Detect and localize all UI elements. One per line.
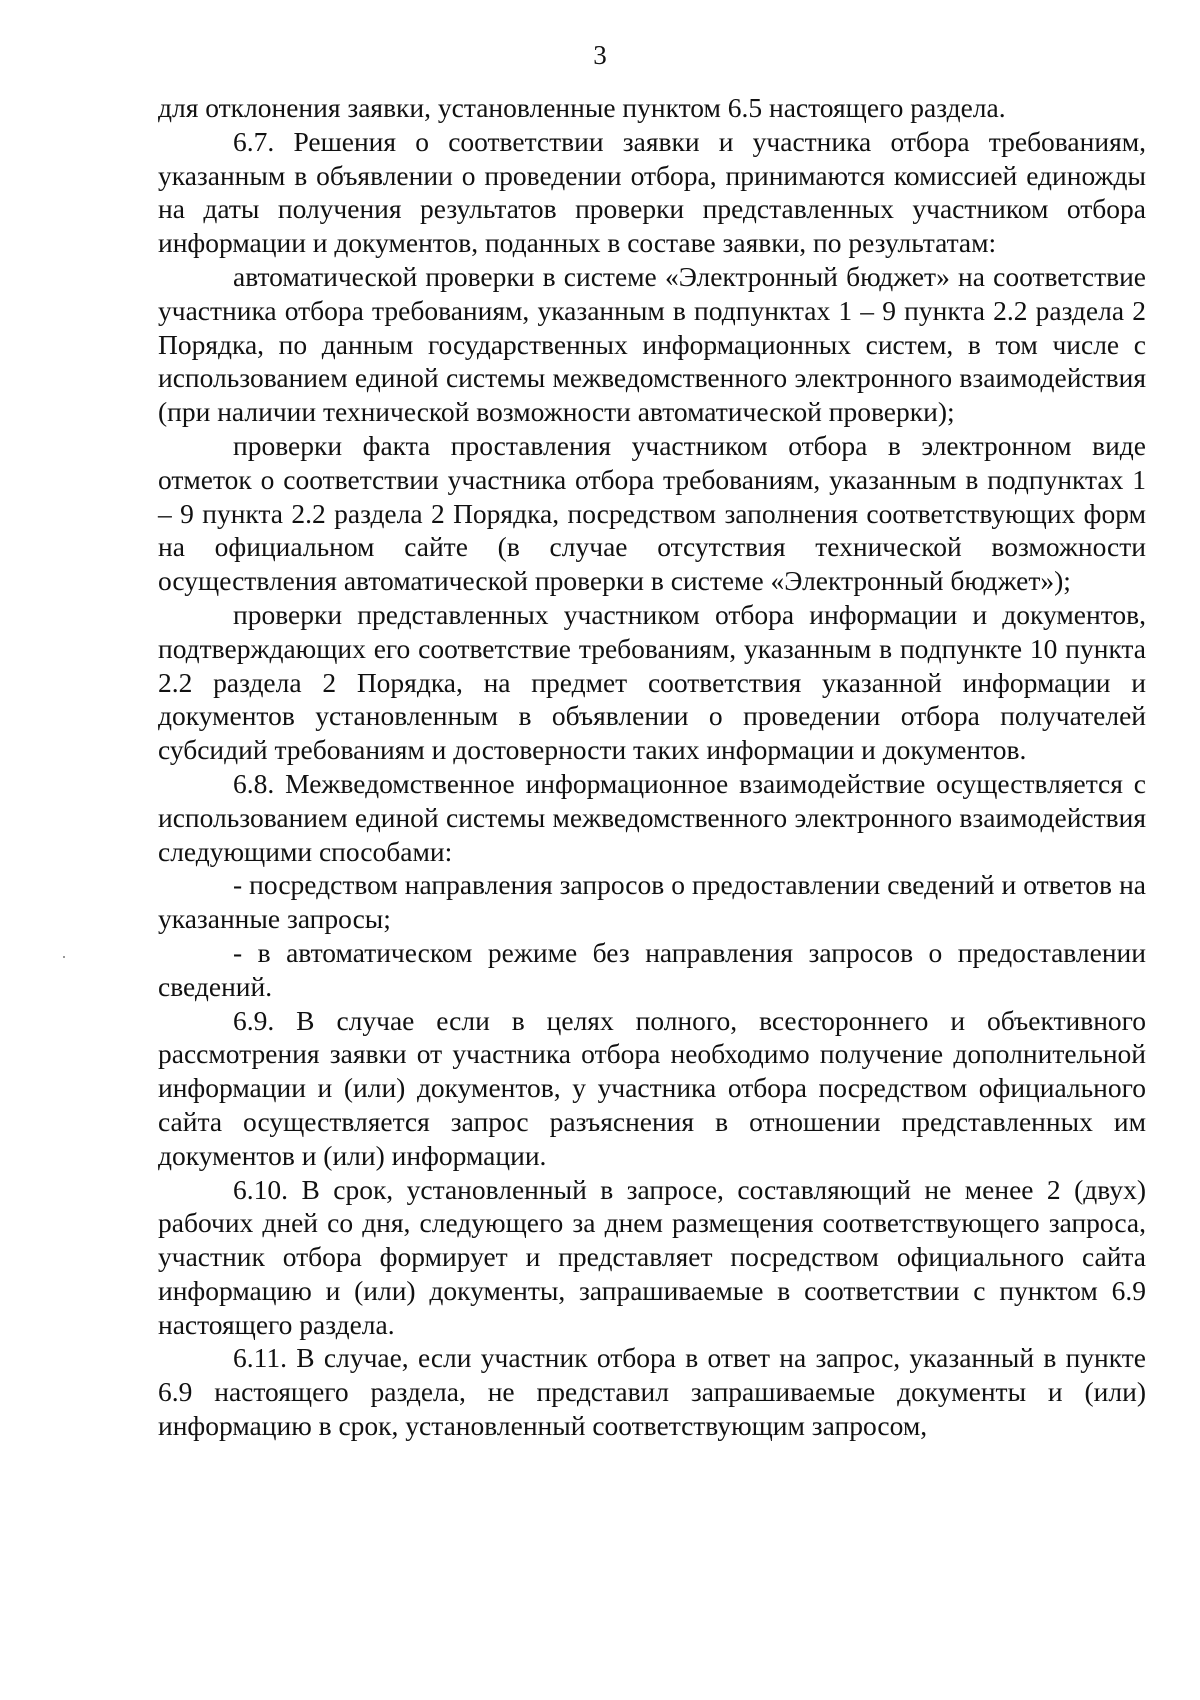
- paragraph-documents-check: проверки представленных участником отбора информации и документов, подтверждающих его соответствие требованиям, указанным в подпункте 10 пункта 2.2 раздела 2 Порядка, на предмет соответствия указанной информации и документов установленным в объявлении о проведении отбора получателей субсидий требованиям и достоверности таких информации и документов.: [158, 598, 1146, 766]
- list-item-automatic-mode: - в автоматическом режиме без направления запросов о предоставлении сведений.: [158, 936, 1146, 1002]
- paragraph-automatic-check: автоматической проверки в системе «Электронный бюджет» на соответствие участника отбора требованиям, указанным в подпунктах 1 – 9 пункта 2.2 раздела 2 Порядка, по данным государственных информационных систем, в том числе с использованием единой системы межведомственного электронного взаимодействия (при наличии технической возможности автоматической проверки);: [158, 260, 1146, 428]
- paragraph-6-7: 6.7. Решения о соответствии заявки и участника отбора требованиям, указанным в объявлении о проведении отбора, принимаются комиссией единожды на даты получения результатов проверки представленных участником отбора информации и документов, поданных в составе заявки, по результатам:: [158, 125, 1146, 259]
- paragraph-6-8: 6.8. Межведомственное информационное взаимодействие осуществляется с использованием единой системы межведомственного электронного взаимодействия следующими способами:: [158, 767, 1146, 867]
- paragraph-continuation: для отклонения заявки, установленные пунктом 6.5 настоящего раздела.: [158, 92, 1006, 123]
- paragraph-6-9: 6.9. В случае если в целях полного, всестороннего и объективного рассмотрения заявки от участника отбора необходимо получение дополнительной информации и (или) документов, у участника отбора посредством официального сайта осуществляется запрос разъяснения в отношении представленных им документов и (или) информации.: [158, 1004, 1146, 1171]
- paragraph-6-11: 6.11. В случае, если участник отбора в ответ на запрос, указанный в пункте 6.9 настоящего раздела, не представил запрашиваемые документы и (или) информацию в срок, установленный соответствующим запросом,: [158, 1342, 1146, 1442]
- list-item-requests: - посредством направления запросов о предоставлении сведений и ответов на указанные запросы;: [158, 869, 1146, 935]
- paragraph-marks-check: проверки факта проставления участником отбора в электронном виде отметок о соответствии участника отбора требованиям, указанным в подпунктах 1 – 9 пункта 2.2 раздела 2 Порядка, посредством заполнения соответствующих форм на официальном сайте (в случае отсутствия технической возможности осуществления автоматической проверки в системе «Электронный бюджет»);: [158, 429, 1146, 597]
- document-body: [158, 91, 1146, 1443]
- scan-mark: [63, 956, 65, 958]
- paragraph-6-10: 6.10. В срок, установленный в запросе, составляющий не менее 2 (двух) рабочих дней со дня, следующего за днем размещения соответствующего запроса, участник отбора формирует и представляет посредством официального сайта информацию и (или) документы, запрашиваемые в соответствии с пунктом 6.9 настоящего раздела.: [158, 1173, 1146, 1340]
- page-number: 3: [593, 40, 607, 70]
